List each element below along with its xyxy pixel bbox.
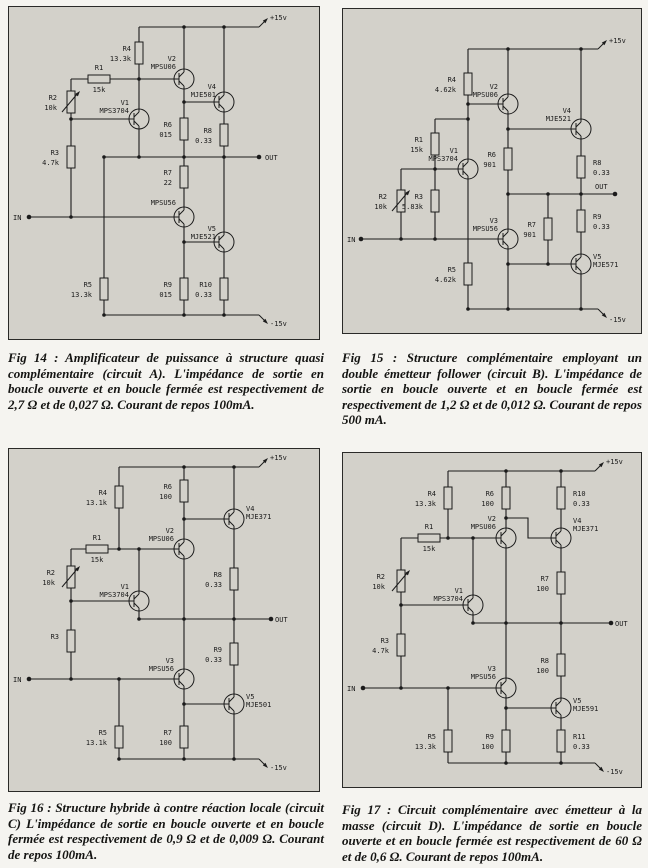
r4-value: 4.62k (434, 86, 456, 94)
minus-rail-arrow-icon (595, 763, 604, 772)
figure-14-panel (8, 6, 320, 340)
v5-transistor-symbol (565, 250, 591, 278)
figure-16-panel (8, 448, 320, 792)
r4-label: R4 (447, 76, 456, 84)
r1-label: R1 (414, 136, 423, 144)
minus-rail-label: -15v (606, 768, 623, 776)
v2-label: V2 (167, 55, 176, 63)
v4-value: MJE521 (545, 115, 571, 123)
r5-resistor-symbol (464, 263, 472, 285)
r6-value: 015 (159, 131, 172, 139)
junction-dots (399, 469, 563, 765)
r3-label: R3 (50, 633, 59, 641)
r7-resistor-symbol (180, 726, 188, 748)
r6-resistor-symbol (504, 148, 512, 170)
v2-label: V2 (487, 515, 496, 523)
in-port-label: IN (347, 236, 356, 244)
r4-resistor-symbol (135, 42, 143, 64)
r8-label: R8 (593, 159, 602, 167)
r9-label: R9 (163, 281, 172, 289)
r9-value: 015 (159, 291, 172, 299)
r5-value: 13.3k (414, 743, 436, 751)
figure-17-panel (342, 452, 642, 788)
r1-label: R1 (94, 64, 104, 72)
v5-label: V5 (246, 693, 255, 701)
v5-transistor-symbol (218, 690, 244, 718)
r11-resistor-symbol (557, 730, 565, 752)
r1-resistor-symbol (418, 534, 440, 542)
r8-label: R8 (540, 657, 549, 665)
r1-resistor-symbol (86, 545, 108, 553)
r7-value: 100 (159, 739, 172, 747)
r5-value: 13.1k (85, 739, 107, 747)
r5-value: 4.62k (434, 276, 456, 284)
r9-value: 0.33 (205, 656, 222, 664)
r7-resistor-symbol (180, 166, 188, 188)
r4-value: 13.1k (85, 499, 107, 507)
r9-value: 0.33 (593, 223, 610, 231)
v2-label: V2 (165, 527, 174, 535)
v4-value: MJE371 (246, 513, 272, 521)
r3-label: R3 (50, 149, 59, 157)
r1-resistor-symbol (88, 75, 110, 83)
v4-value: MJE371 (573, 525, 599, 533)
r6-value: 901 (483, 161, 496, 169)
v2-label: V2 (489, 83, 498, 91)
circuit-c-schematic (9, 449, 319, 791)
v4-label: V4 (207, 83, 216, 91)
r5-label: R5 (83, 281, 92, 289)
v5-value: MJE521 (190, 233, 216, 241)
figure-17-caption: Fig 17 : Circuit complémentaire avec émetteur à la masse (circuit D). L'impédance de sortie en boucle ouverte et en boucle fermée est respectivement de 60 Ω et de 0,6 Ω. Courant de repos 100mA. (342, 802, 642, 864)
r2-value: 10k (44, 104, 57, 112)
r9-label: R9 (213, 646, 222, 654)
r10-value: 0.33 (195, 291, 212, 299)
r5-resistor-symbol (100, 278, 108, 300)
v3-label: V3 (165, 657, 174, 665)
r7-label: R7 (163, 169, 172, 177)
v2-value: MPSU06 (150, 63, 176, 71)
r8-value: 0.33 (195, 137, 212, 145)
r8-resistor-symbol (577, 156, 585, 178)
r3-value: 4.7k (372, 647, 389, 655)
r9-value: 100 (481, 743, 494, 751)
plus-rail-arrow-icon (595, 462, 604, 471)
r8-label: R8 (203, 127, 212, 135)
v5-label: V5 (207, 225, 216, 233)
circuit-a-schematic (9, 7, 319, 339)
r3-label: R3 (380, 637, 389, 645)
r4-resistor-symbol (115, 486, 123, 508)
v1-value: MPS3704 (433, 595, 463, 603)
r4-resistor-symbol (464, 73, 472, 95)
v2-value: MPSU06 (470, 523, 496, 531)
r9-resistor-symbol (577, 210, 585, 232)
r1-resistor-symbol (431, 133, 439, 155)
r2-trimmer-symbol (392, 570, 410, 592)
r5-resistor-symbol (444, 730, 452, 752)
r8-resistor-symbol (230, 568, 238, 590)
r4-label: R4 (427, 490, 436, 498)
r7-resistor-symbol (544, 218, 552, 240)
r3-resistor-symbol (397, 634, 405, 656)
plus-rail-label: +15v (609, 37, 626, 45)
r7-label: R7 (527, 221, 536, 229)
v5-label: V5 (593, 253, 602, 261)
r6-value: 100 (481, 500, 494, 508)
r10-value: 0.33 (573, 500, 590, 508)
v3-value: MPSU56 (150, 199, 176, 207)
r2-label: R2 (48, 94, 57, 102)
out-port-label: OUT (265, 154, 278, 162)
plus-rail-arrow-icon (259, 18, 268, 27)
r3-value: 4.7k (42, 159, 59, 167)
circuit-d-schematic (343, 453, 641, 787)
r4-label: R4 (98, 489, 107, 497)
v4-transistor-symbol (218, 505, 244, 533)
wires (29, 27, 259, 315)
r2-trimmer-symbol (62, 91, 80, 113)
r5-resistor-symbol (115, 726, 123, 748)
r9-label: R9 (485, 733, 494, 741)
out-terminal (257, 155, 262, 160)
r1-label: R1 (92, 534, 102, 542)
r9-label: R9 (593, 213, 602, 221)
r7-value: 22 (163, 179, 172, 187)
v1-label: V1 (120, 583, 129, 591)
plus-rail-label: +15v (270, 14, 287, 22)
r8-resistor-symbol (220, 124, 228, 146)
figure-16-caption: Fig 16 : Structure hybride à contre réaction locale (circuit C) L'impédance de sortie en boucle ouverte et en boucle fermée est respectivement de 0,9 Ω et de 0,009 Ω. Courant de repos 100mA. (8, 800, 324, 862)
r8-label: R8 (213, 571, 222, 579)
v3-label: V3 (489, 217, 498, 225)
out-terminal (613, 192, 618, 197)
in-port-label: IN (13, 214, 22, 222)
r2-value: 10k (372, 583, 385, 591)
junction-dots (69, 25, 226, 317)
r9-resistor-symbol (230, 643, 238, 665)
r2-label: R2 (46, 569, 55, 577)
r2-label: R2 (378, 193, 387, 201)
r8-value: 0.33 (205, 581, 222, 589)
r5-label: R5 (98, 729, 107, 737)
r8-value: 100 (536, 667, 549, 675)
r6-value: 100 (159, 493, 172, 501)
in-port-label: IN (13, 676, 22, 684)
v3-value: MPSU56 (148, 665, 174, 673)
r11-value: 0.33 (573, 743, 590, 751)
r2-label: R2 (376, 573, 385, 581)
v3-transistor-symbol (168, 203, 194, 231)
minus-rail-label: -15v (270, 764, 287, 772)
r2-value: 10k (374, 203, 387, 211)
r6-resistor-symbol (180, 118, 188, 140)
v5-value: MJE501 (246, 701, 272, 709)
v4-value: MJE501 (190, 91, 216, 99)
v3-value: MPSU56 (472, 225, 498, 233)
v1-value: MPS3704 (99, 591, 129, 599)
in-port-label: IN (347, 685, 356, 693)
v5-value: MJE591 (573, 705, 599, 713)
v2-value: MPSU06 (472, 91, 498, 99)
r6-resistor-symbol (502, 487, 510, 509)
v5-transistor-symbol (545, 694, 571, 722)
r7-label: R7 (163, 729, 172, 737)
minus-rail-label: -15v (270, 320, 287, 328)
r6-label: R6 (163, 121, 172, 129)
in-terminal (27, 677, 32, 682)
r1-value: 15k (410, 146, 423, 154)
v1-value: MPS3704 (99, 107, 129, 115)
out-port-label: OUT (275, 616, 288, 624)
minus-rail-arrow-icon (259, 759, 268, 768)
r7-value: 901 (523, 231, 536, 239)
junction-dots (69, 465, 236, 761)
v5-value: MJE571 (593, 261, 619, 269)
circuit-b-schematic (343, 9, 641, 333)
r3-resistor-symbol (67, 146, 75, 168)
v5-label: V5 (573, 697, 582, 705)
in-terminal (359, 237, 364, 242)
r5-value: 13.3k (70, 291, 92, 299)
r6-label: R6 (487, 151, 496, 159)
in-terminal (361, 686, 366, 691)
r5-label: R5 (447, 266, 456, 274)
r1-label: R1 (424, 523, 434, 531)
plus-rail-label: +15v (606, 458, 623, 466)
r10-label: R10 (199, 281, 212, 289)
r6-label: R6 (485, 490, 494, 498)
out-terminal (609, 621, 614, 626)
plus-rail-arrow-icon (598, 40, 607, 49)
out-terminal (269, 617, 274, 622)
r3-value: 5.83k (401, 203, 423, 211)
r2-trimmer-symbol (62, 566, 80, 588)
r7-label: R7 (540, 575, 549, 583)
r1-value: 15k (422, 545, 436, 553)
plus-rail-label: +15v (270, 454, 287, 462)
v3-value: MPSU56 (470, 673, 496, 681)
minus-rail-arrow-icon (259, 315, 268, 324)
plus-rail-arrow-icon (259, 458, 268, 467)
r1-value: 15k (92, 86, 106, 94)
r3-resistor-symbol (67, 630, 75, 652)
r10-label: R10 (573, 490, 586, 498)
figure-15-panel (342, 8, 642, 334)
r4-label: R4 (122, 45, 131, 53)
figure-14-caption: Fig 14 : Amplificateur de puissance à structure quasi complémentaire (circuit A). L'impédance de sortie en boucle ouverte et en boucle fermée est respectivement de 2,7 Ω et de 0,027 Ω. Courant de repos 100mA. (8, 350, 324, 412)
r4-value: 13.3k (109, 55, 131, 63)
v1-value: MPS3704 (428, 155, 458, 163)
r1-value: 15k (90, 556, 104, 564)
r9-resistor-symbol (502, 730, 510, 752)
r10-resistor-symbol (557, 487, 565, 509)
v2-value: MPSU06 (148, 535, 174, 543)
v1-label: V1 (454, 587, 463, 595)
r4-resistor-symbol (444, 487, 452, 509)
r10-resistor-symbol (220, 278, 228, 300)
v4-label: V4 (573, 517, 582, 525)
r7-value: 100 (536, 585, 549, 593)
v3-label: V3 (487, 665, 496, 673)
r3-label: R3 (414, 193, 423, 201)
r8-value: 0.33 (593, 169, 610, 177)
r3-resistor-symbol (431, 190, 439, 212)
out-port-label: OUT (595, 183, 608, 191)
r7-resistor-symbol (557, 572, 565, 594)
r5-label: R5 (427, 733, 436, 741)
out-port-label: OUT (615, 620, 628, 628)
r8-resistor-symbol (557, 654, 565, 676)
v4-transistor-symbol (545, 524, 571, 552)
figure-15-caption: Fig 15 : Structure complémentaire employant un double émetteur follower (circuit B). L'impédance de sortie en boucle ouverte et en boucle fermée est respectivement de 1,2 Ω et de 0,012 Ω. Courant de repos 500 mA. (342, 350, 642, 427)
r4-value: 13.3k (414, 500, 436, 508)
minus-rail-label: -15v (609, 316, 626, 324)
r2-value: 10k (42, 579, 55, 587)
v4-label: V4 (246, 505, 255, 513)
v4-label: V4 (562, 107, 571, 115)
r6-label: R6 (163, 483, 172, 491)
v1-label: V1 (449, 147, 458, 155)
in-terminal (27, 215, 32, 220)
r11-label: R11 (573, 733, 586, 741)
v1-label: V1 (120, 99, 129, 107)
r9-resistor-symbol (180, 278, 188, 300)
minus-rail-arrow-icon (598, 309, 607, 318)
r6-resistor-symbol (180, 480, 188, 502)
